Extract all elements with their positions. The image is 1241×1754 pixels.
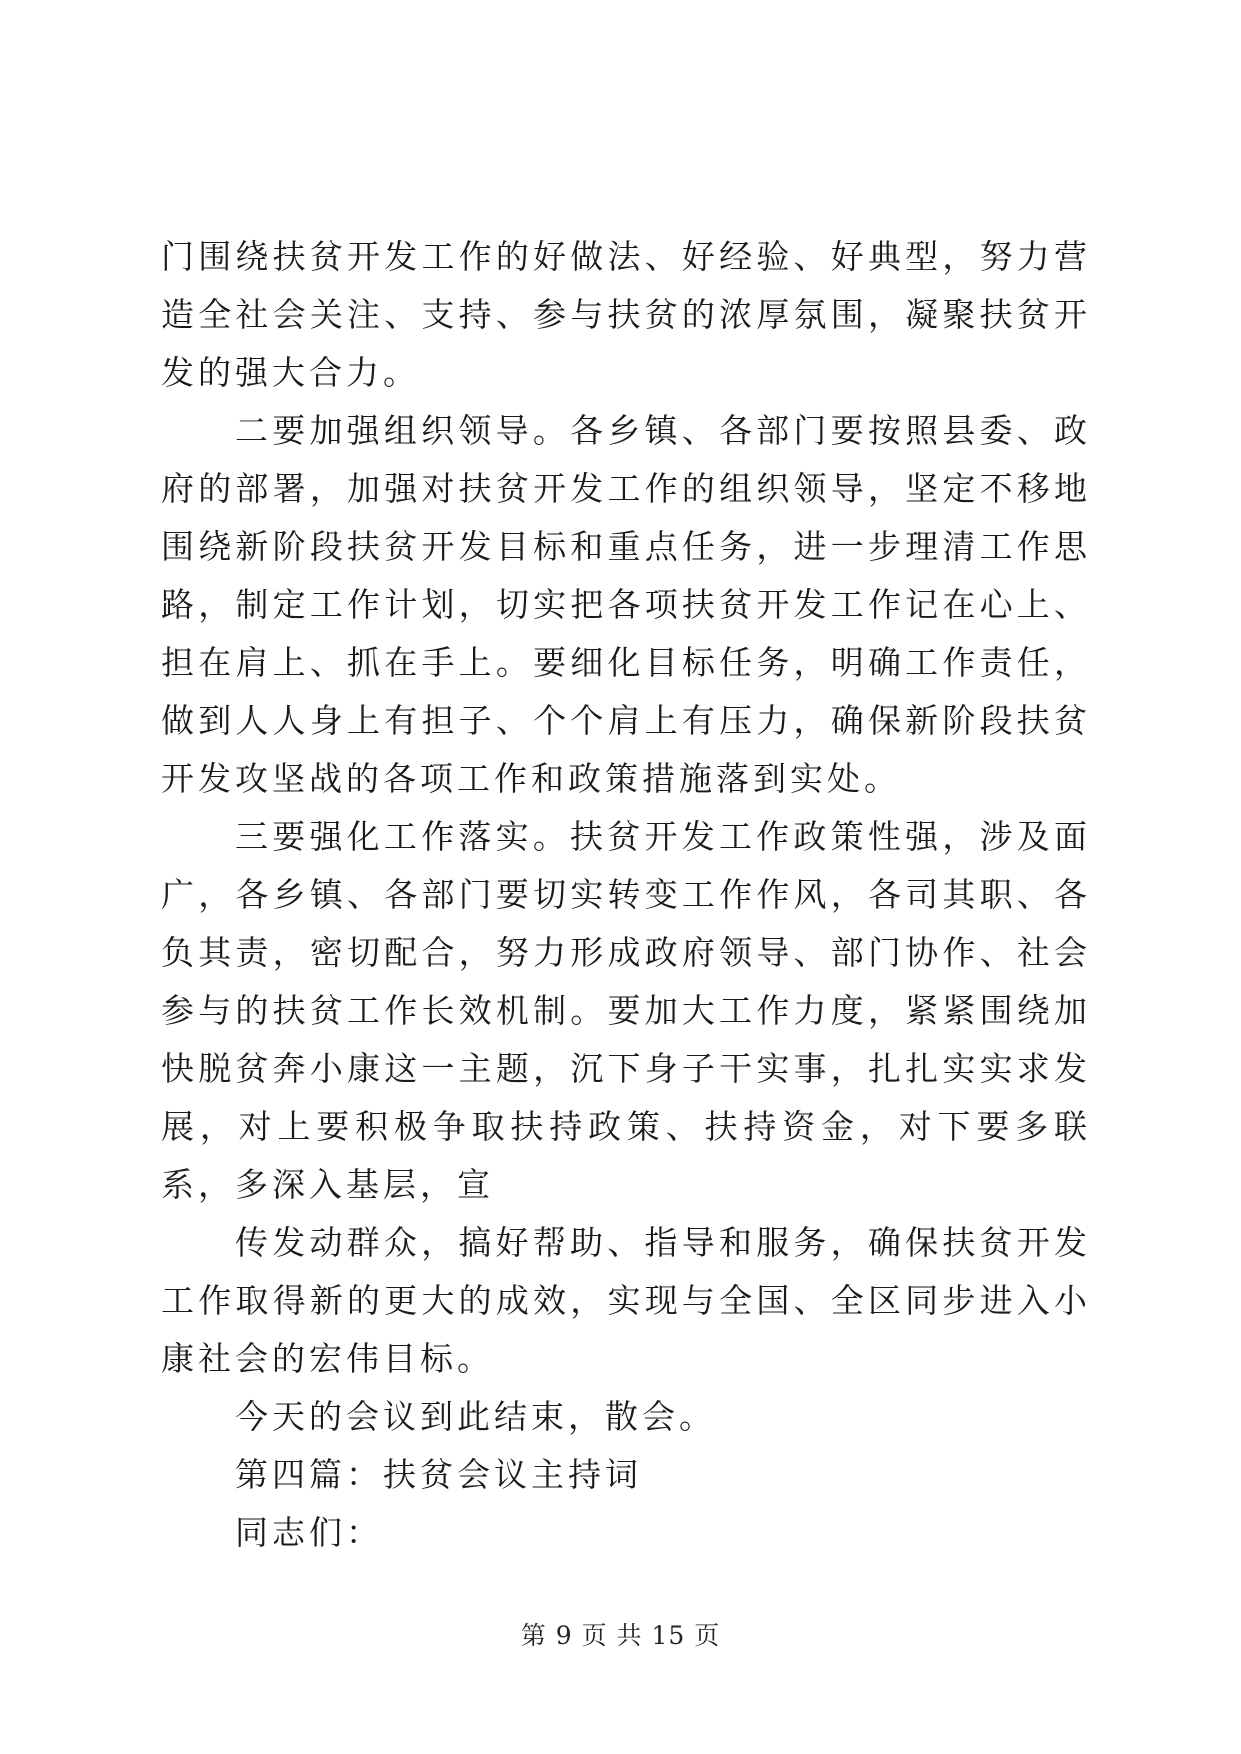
paragraph-organization-leadership: 二要加强组织领导。各乡镇、各部门要按照县委、政府的部署，加强对扶贫开发工作的组织领导，坚定不移地围绕新阶段扶贫开发目标和重点任务，进一步理清工作思路，制定工作计划，切实把各项扶贫开发工作记在心上、担在肩上、抓在手上。要细化目标任务，明确工作责任，做到人人身上有担子、个个肩上有压力，确保新阶段扶贫开发攻坚战的各项工作和政策措施落到实处。 bbox=[161, 411, 1091, 798]
paragraph-meeting-close: 今天的会议到此结束，散会。 bbox=[235, 1397, 716, 1436]
document-body bbox=[161, 228, 1091, 1562]
paragraph-work-implementation: 三要强化工作落实。扶贫开发工作政策性强，涉及面广，各乡镇、各部门要切实转变工作作风，各司其职、各负其责，密切配合，努力形成政府领导、部门协作、社会参与的扶贫工作长效机制。要加大工作力度，紧紧围绕加快脱贫奔小康这一主题，沉下身子干实事，扎扎实实求发展，对上要积极争取扶持政策、扶持资金，对下要多联系，多深入基层，宣 bbox=[161, 817, 1091, 1204]
paragraph-continuation: 门围绕扶贫开发工作的好做法、好经验、好典型，努力营造全社会关注、支持、参与扶贫的浓厚氛围，凝聚扶贫开发的强大合力。 bbox=[161, 237, 1091, 392]
section-heading: 第四篇：扶贫会议主持词 bbox=[235, 1455, 642, 1494]
salutation: 同志们： bbox=[235, 1513, 383, 1552]
paragraph-mobilize-masses: 传发动群众，搞好帮助、指导和服务，确保扶贫开发工作取得新的更大的成效，实现与全国、全区同步进入小康社会的宏伟目标。 bbox=[161, 1223, 1091, 1378]
page-number-footer: 第 9 页 共 15 页 bbox=[520, 1621, 721, 1650]
